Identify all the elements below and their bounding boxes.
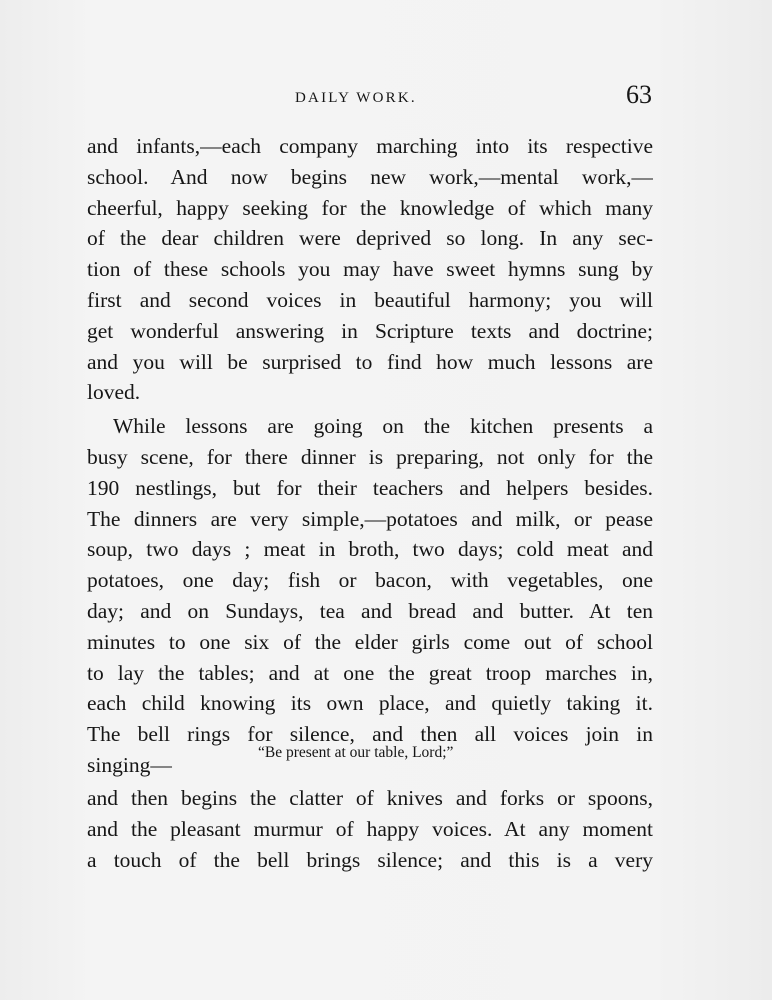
text-line: potatoes, one day; fish or bacon, with vegetables, one [87, 568, 653, 593]
text-line: While lessons are going on the kitchen presents a [113, 414, 653, 439]
text-line: and the pleasant murmur of happy voices. At any moment [87, 816, 653, 841]
text-line: day; and on Sundays, tea and bread and butter. At ten [87, 598, 653, 623]
text-line: The dinners are very simple,—potatoes and milk, or pease [87, 506, 653, 531]
text-line: cheerful, happy seeking for the knowledge of which many [87, 195, 653, 220]
text-line: school. And now begins new work,—mental work,— [87, 164, 653, 189]
text-line: minutes to one six of the elder girls come out of school [87, 629, 653, 654]
paragraph-3 [87, 783, 653, 875]
text-line: The bell rings for silence, and then all voices join in [87, 722, 653, 747]
paragraph-2 [87, 411, 653, 781]
text-line: soup, two days ; meat in broth, two days; cold meat and [87, 537, 653, 562]
text-line: and then begins the clatter of knives and forks or spoons, [87, 786, 653, 810]
text-line: loved. [87, 380, 141, 405]
body-text-continued [87, 783, 653, 875]
text-line: and you will be surprised to find how much lessons are [87, 349, 653, 374]
text-line: first and second voices in beautiful harmony; you will [87, 287, 653, 312]
text-line: and infants,—each company marching into its respective [87, 134, 653, 158]
text-line: to lay the tables; and at one the great troop marches in, [87, 660, 653, 685]
text-line: of the dear children were deprived so long. In any sec- [87, 226, 653, 251]
text-line: singing— [87, 752, 172, 777]
paragraph-1 [87, 131, 653, 408]
text-line: busy scene, for there dinner is preparing, not only for the [87, 444, 653, 469]
text-line: each child knowing its own place, and quietly taking it. [87, 691, 653, 716]
running-title: DAILY WORK. [295, 90, 417, 106]
text-line: tion of these schools you may have sweet hymns sung by [87, 257, 653, 282]
quoted-verse: “Be present at our table, Lord;” [258, 744, 454, 761]
text-line: 190 nestlings, but for their teachers and helpers besides. [87, 475, 653, 500]
text-line: get wonderful answering in Scripture texts and doctrine; [87, 318, 653, 343]
text-line: a touch of the bell brings silence; and this is a very [87, 847, 653, 872]
page-number: 63 [626, 80, 652, 109]
body-text [87, 131, 653, 781]
running-head [0, 80, 772, 116]
